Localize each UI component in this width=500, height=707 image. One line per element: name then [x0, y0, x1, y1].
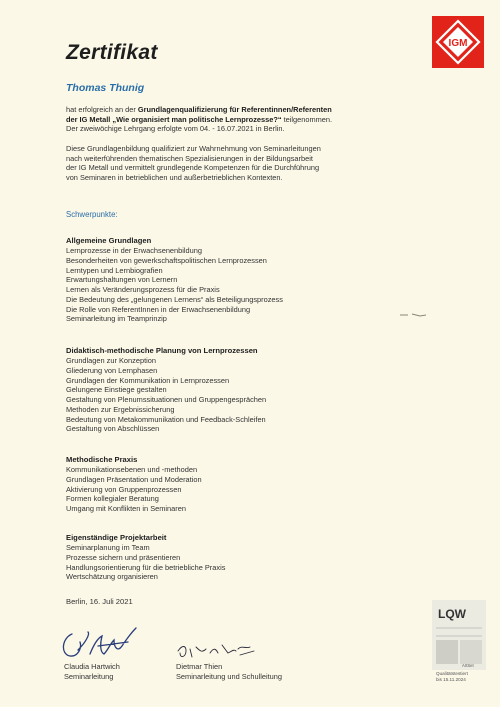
signer-role: Seminarleitung und Schulleitung	[176, 672, 283, 681]
signature-block-hartwich	[64, 662, 120, 682]
list-item: Lernen als Veränderungsprozess für die Praxis	[66, 285, 220, 294]
list-item: Kommunikationsebenen und -methoden	[66, 465, 198, 474]
list-item: Grundlagen der Kommunikation in Lernprozessen	[66, 375, 230, 385]
list-item: Seminarplanung im Team	[66, 543, 150, 552]
list-item: Besonderheiten von gewerkschaftspolitischen Lernprozessen	[66, 255, 267, 265]
list-item: Aktivierung von Gruppenprozessen	[66, 484, 182, 494]
list-item: Umgang mit Konflikten in Seminaren	[66, 504, 186, 513]
section-heading: Allgemeine Grundlagen	[66, 236, 152, 245]
signer-name: Claudia Hartwich	[64, 662, 120, 671]
section-heading: Eigenständige Projektarbeit	[66, 533, 167, 542]
list-item: Seminarleitung im Teamprinzip	[66, 314, 167, 324]
signature-block-thien	[176, 662, 282, 682]
list-item: Bedeutung von Metakommunikation und Feedback-Schleifen	[66, 414, 266, 424]
list-item: Lernprozesse in der Erwachsenenbildung	[66, 246, 202, 255]
focus-heading: Schwerpunkte:	[66, 210, 118, 219]
section-heading: Didaktisch-methodische Planung von Lernprozessen	[66, 346, 258, 355]
section-didactic-planning	[66, 346, 386, 434]
section-methodical-practice	[66, 455, 386, 514]
section-heading: Methodische Praxis	[66, 455, 138, 464]
list-item: Handlungsorientierung für die betriebliche Praxis	[66, 562, 226, 572]
section-general-basics	[66, 236, 386, 324]
signature-hartwich	[58, 624, 148, 664]
list-item: Gelungene Einstiege gestalten	[66, 385, 167, 395]
list-item: Lerntypen und Lernbiografien	[66, 265, 163, 275]
list-item: Die Bedeutung des „gelungenen Lernens“ als Beteiligungsprozess	[66, 294, 283, 304]
intro-paragraph: hat erfolgreich an der Grundlagenqualifizierung für Referentinnen/Referenten der IG Metall „Wie organisiert man politische Lernprozesse?“ teilgenommen. Der zweiwöchige Lehrgang erfolgte vom 04. - 16.07.2021 in Berlin.	[66, 105, 333, 134]
signer-name: Dietmar Thien	[176, 662, 223, 671]
signature-thien	[176, 641, 256, 663]
svg-text:LQW: LQW	[438, 607, 466, 621]
list-item: Wertschätzung organisieren	[66, 572, 158, 582]
certificate-title: Zertifikat	[66, 41, 158, 64]
list-item: Erwartungshaltungen von Lernern	[66, 275, 178, 285]
svg-text:IGM: IGM	[448, 38, 468, 49]
paper-smudge	[398, 311, 430, 319]
description-paragraph: Diese Grundlagenbildung qualifiziert zur Wahrnehmung von Seminarleitungen nach weiterführenden thematischen Spezialisierungen in der Bildungsarbeit der IG Metall und vermittelt grundlegende Kompetenzen für die Durchführung von Seminaren in betrieblichen und außerbetrieblichen Kontexten.	[66, 144, 321, 182]
list-item: Grundlagen Präsentation und Moderation	[66, 474, 202, 484]
list-item: Gliederung von Lernphasen	[66, 365, 158, 375]
signer-role: Seminarleitung	[64, 672, 114, 681]
list-item: Gestaltung von Plenumssituationen und Gruppengesprächen	[66, 395, 267, 404]
list-item: Methoden zur Ergebnissicherung	[66, 404, 175, 414]
list-item: Prozesse sichern und präsentieren	[66, 552, 181, 562]
ig-metall-logo	[432, 16, 484, 68]
list-item: Gestaltung von Abschlüssen	[66, 424, 160, 434]
recipient-name: Thomas Thunig	[66, 82, 145, 94]
svg-text:ArtSet: ArtSet	[462, 663, 474, 668]
list-item: Die Rolle von ReferentInnen in der Erwachsenenbildung	[66, 304, 251, 314]
quality-seal-text: Qualitätstestiert bis 15.11.2024	[436, 671, 468, 682]
list-item: Grundlagen zur Konzeption	[66, 356, 156, 365]
section-project-work	[66, 533, 386, 582]
list-item: Formen kollegialer Beratung	[66, 494, 159, 504]
place-date: Berlin, 16. Juli 2021	[66, 597, 133, 606]
